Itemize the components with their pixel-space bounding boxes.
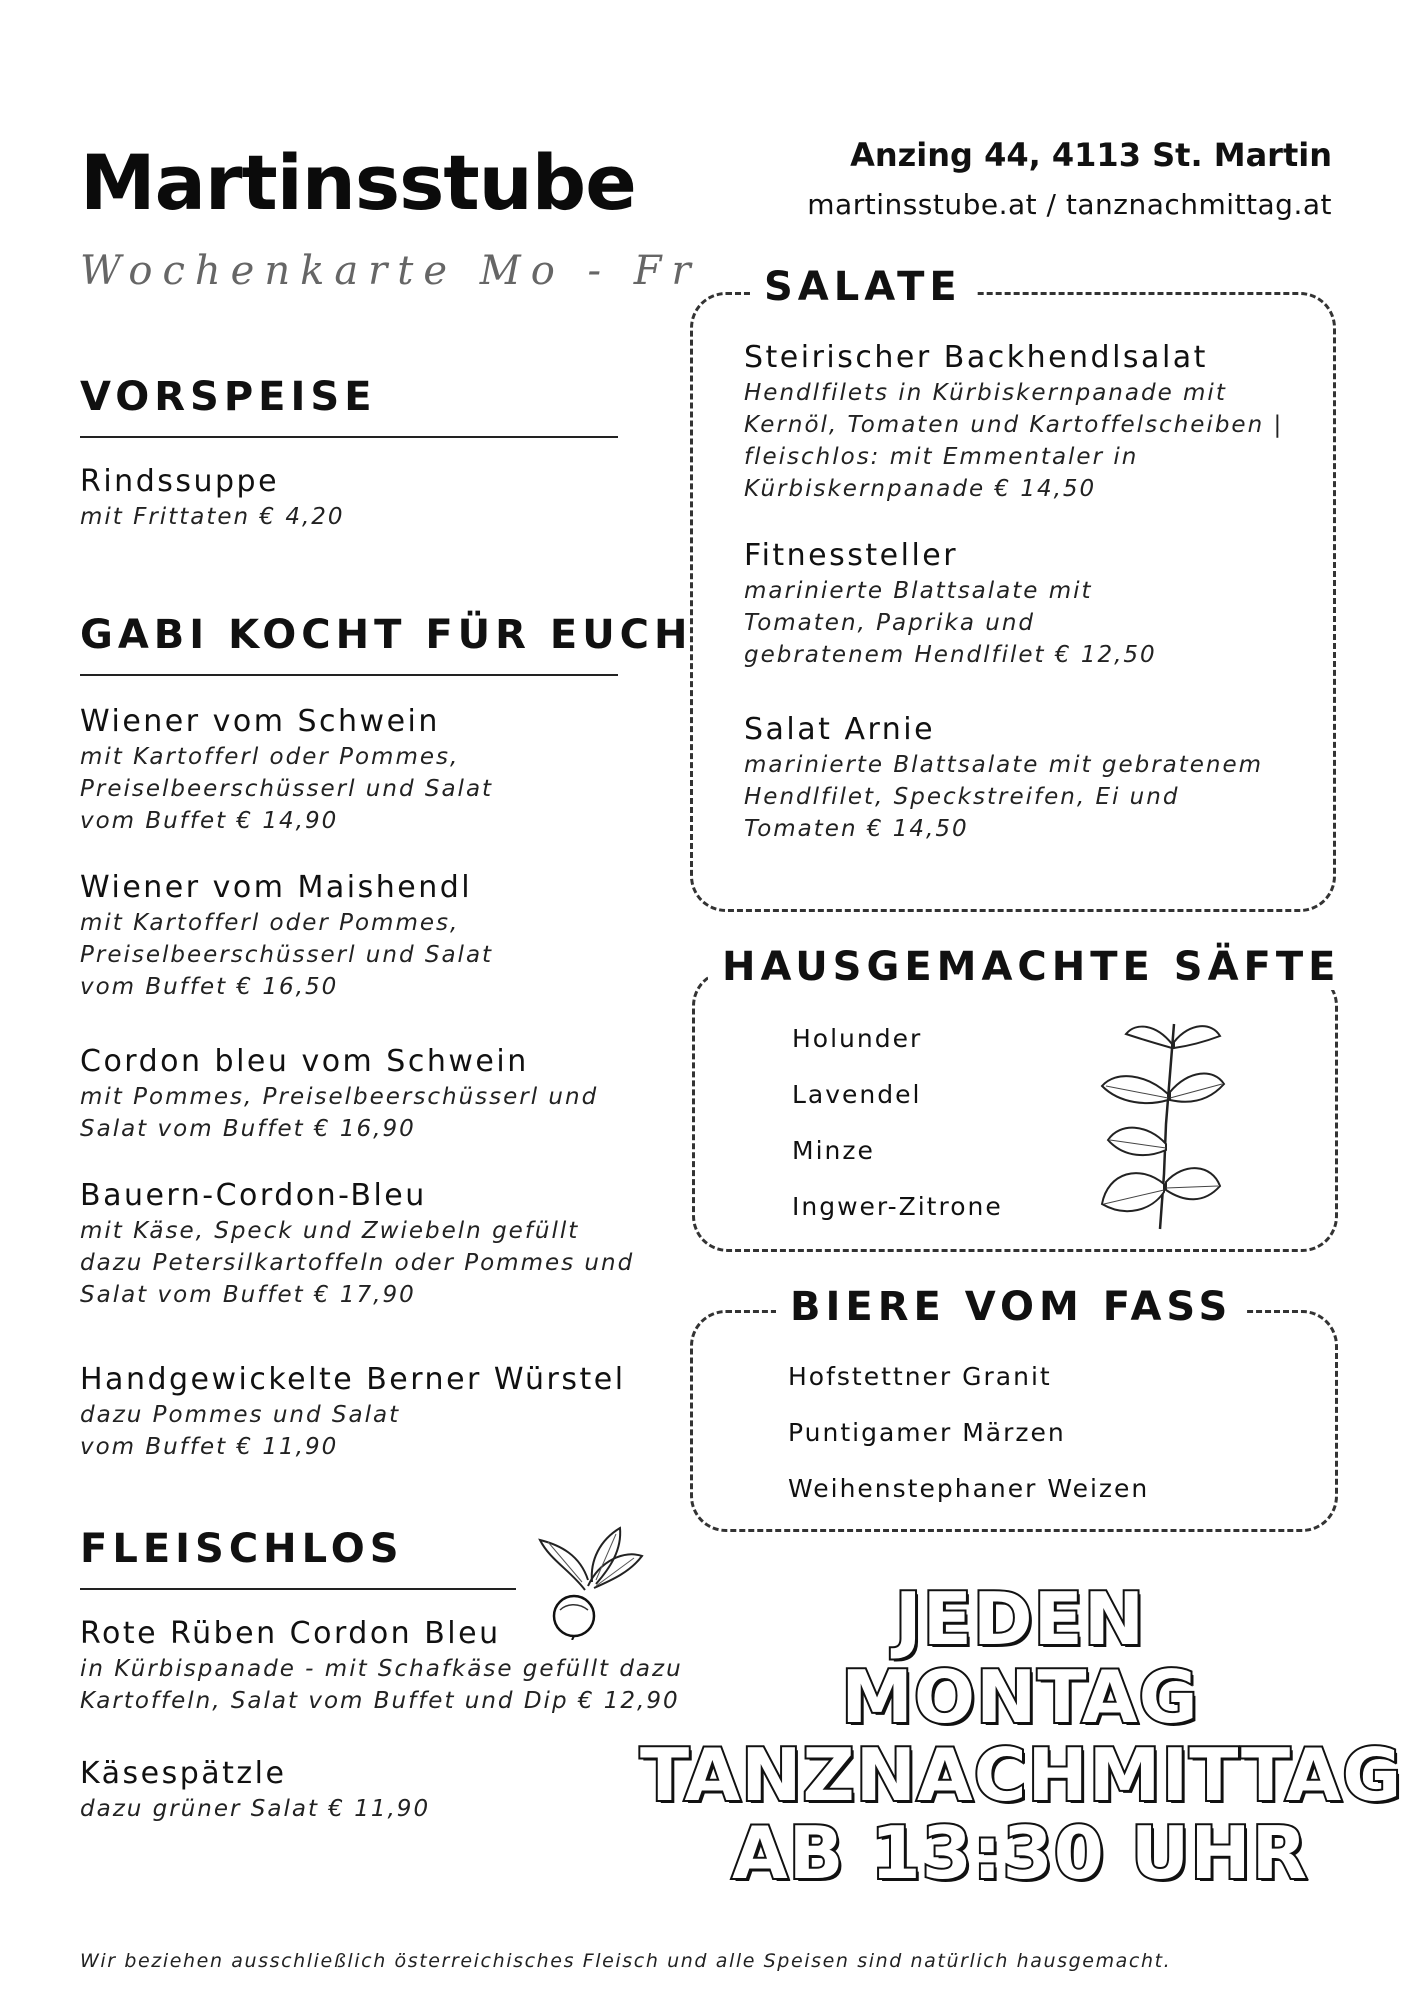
- menu-item: [80, 704, 493, 837]
- section-rule: [80, 674, 618, 676]
- section-heading-vorspeise: VORSPEISE: [80, 374, 377, 420]
- address: Anzing 44, 4113 St. Martin: [850, 136, 1332, 174]
- item-name: Bauern-Cordon-Bleu: [80, 1178, 427, 1213]
- item-name: Fitnessteller: [744, 538, 959, 573]
- item-desc: marinierte Blattsalate mit Tomaten, Paprika und gebratenem Hendlfilet € 12,50: [744, 578, 1157, 668]
- section-rule: [80, 1588, 516, 1590]
- menu-item: [80, 1616, 683, 1717]
- section-heading-biere: BIERE VOM FASS: [776, 1284, 1246, 1330]
- footer-note: Wir beziehen ausschließlich österreichisches Fleisch und alle Speisen sind natürlich hausgemacht.: [80, 1950, 1172, 1972]
- menu-item: [80, 1362, 626, 1463]
- item-name: Käsespätzle: [80, 1756, 287, 1791]
- section-heading-saefte: HAUSGEMACHTE SÄFTE: [708, 944, 1354, 990]
- drink-item: Minze: [792, 1136, 875, 1165]
- item-name: Rote Rüben Cordon Bleu: [80, 1616, 501, 1651]
- section-heading-salate: SALATE: [750, 264, 976, 310]
- item-desc: mit Pommes, Preiselbeerschüsserl und Salat vom Buffet € 16,90: [80, 1084, 599, 1142]
- item-desc: mit Käse, Speck und Zwiebeln gefüllt dazu Petersilkartoffeln oder Pommes und Salat vom Buffet € 17,90: [80, 1218, 635, 1308]
- section-heading-gabi: GABI KOCHT FÜR EUCH: [80, 612, 693, 658]
- restaurant-title: Martinsstube: [80, 138, 636, 227]
- promo-line: JEDEN: [894, 1577, 1146, 1661]
- tanznachmittag-promo: [640, 1577, 1403, 1895]
- menu-subtitle: Wochenkarte Mo - Fr: [80, 248, 701, 294]
- beer-item: Weihenstephaner Weizen: [788, 1474, 1150, 1503]
- item-desc: in Kürbispanade - mit Schafkäse gefüllt dazu Kartoffeln, Salat vom Buffet und Dip € 12,90: [80, 1656, 683, 1714]
- item-name: Wiener vom Schwein: [80, 704, 440, 739]
- drink-item: Ingwer-Zitrone: [792, 1192, 1003, 1221]
- promo-line: TANZNACHMITTAG: [640, 1733, 1403, 1817]
- menu-item: [744, 538, 1324, 671]
- menu-item: [80, 1044, 598, 1145]
- menu-item: [80, 870, 493, 1003]
- beer-item: Hofstettner Granit: [788, 1362, 1052, 1391]
- item-name: Rindssuppe: [80, 464, 280, 499]
- promo-line: AB 13:30 UHR: [731, 1811, 1309, 1895]
- menu-item: [744, 340, 1324, 505]
- websites: martinsstube.at / tanznachmittag.at: [807, 188, 1332, 221]
- menu-item: [80, 1756, 430, 1825]
- item-desc: marinierte Blattsalate mit gebratenem Hendlfilet, Speckstreifen, Ei und Tomaten € 14,50: [744, 752, 1264, 842]
- item-name: Steirischer Backhendlsalat: [744, 340, 1208, 375]
- item-desc: mit Kartofferl oder Pommes, Preiselbeerschüsserl und Salat vom Buffet € 14,90: [80, 744, 494, 834]
- item-name: Wiener vom Maishendl: [80, 870, 473, 905]
- item-name: Handgewickelte Berner Würstel: [80, 1362, 626, 1397]
- section-rule: [80, 436, 618, 438]
- promo-line: MONTAG: [841, 1655, 1199, 1739]
- item-desc: mit Kartofferl oder Pommes, Preiselbeerschüsserl und Salat vom Buffet € 16,50: [80, 910, 494, 1000]
- item-name: Cordon bleu vom Schwein: [80, 1044, 529, 1079]
- menu-item: [80, 1178, 634, 1311]
- menu-item: [744, 712, 1324, 845]
- item-name: Salat Arnie: [744, 712, 936, 747]
- item-desc: dazu Pommes und Salat vom Buffet € 11,90: [80, 1402, 401, 1460]
- item-desc: dazu grüner Salat € 11,90: [80, 1796, 431, 1822]
- mint-sprig-icon: [1096, 1014, 1226, 1234]
- item-desc: mit Frittaten € 4,20: [80, 504, 345, 530]
- section-heading-fleischlos: FLEISCHLOS: [80, 1526, 404, 1572]
- beer-item: Puntigamer Märzen: [788, 1418, 1066, 1447]
- saefte-box: [692, 970, 1338, 1252]
- menu-item: [80, 464, 345, 533]
- drink-item: Holunder: [792, 1024, 923, 1053]
- item-desc: Hendlfilets in Kürbiskernpanade mit Kernöl, Tomaten und Kartoffelscheiben | fleischlos: mit Emmentaler in Kürbiskernpanade € 14,50: [744, 380, 1284, 502]
- drink-item: Lavendel: [792, 1080, 922, 1109]
